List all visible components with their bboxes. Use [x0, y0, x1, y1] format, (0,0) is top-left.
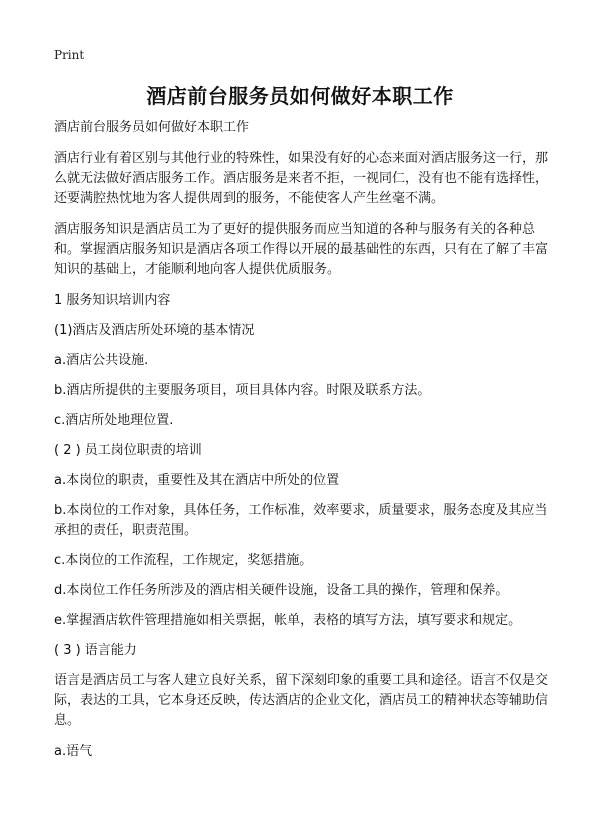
list-item: b.本岗位的工作对象，具体任务，工作标准，效率要求，质量要求，服务态度及其应当承担的责任，职责范围。	[54, 503, 548, 538]
section-heading: 1 服务知识培训内容	[54, 293, 171, 308]
list-item: d.本岗位工作任务所涉及的酒店相关硬件设施，设备工具的操作，管理和保养。	[54, 583, 509, 598]
document-title: 酒店前台服务员如何做好本职工作	[146, 84, 454, 108]
document-body	[54, 118, 550, 762]
document-subtitle: 酒店前台服务员如何做好本职工作	[54, 120, 250, 135]
list-item: a.语气	[54, 744, 93, 759]
list-item: a.酒店公共设施.	[54, 353, 149, 368]
list-item: c.本岗位的工作流程，工作规定，奖惩措施。	[54, 553, 313, 568]
subsection-heading: ( 3 ) 语言能力	[54, 643, 137, 658]
subsection-heading: ( 2 ) 员工岗位职责的培训	[54, 443, 202, 458]
language-paragraph: 语言是酒店员工与客人建立良好关系，留下深刻印象的重要工具和途径。语言不仅是交际，表达的工具，它本身还反映，传达酒店的企业文化，酒店员工的精神状态等辅助信息。	[54, 673, 549, 728]
subsection-heading: (1)酒店及酒店所处环境的基本情况	[54, 323, 255, 338]
print-link[interactable]: Print	[54, 48, 85, 62]
list-item: a.本岗位的职责，重要性及其在酒店中所处的位置	[54, 473, 340, 488]
list-item: b.酒店所提供的主要服务项目，项目具体内容。时限及联系方法。	[54, 383, 431, 398]
intro-paragraph: 酒店行业有着区别与其他行业的特殊性，如果没有好的心态来面对酒店服务这一行，那么就无法做好酒店服务工作。酒店服务是来者不拒，一视同仁，没有也不能有选择性，还要满腔热忱地为客人提供周到的服务，不能使客人产生丝毫不满。	[54, 151, 549, 206]
list-item: e.掌握酒店软件管理措施如相关票据，帐单，表格的填写方法，填写要求和规定。	[54, 613, 522, 628]
knowledge-paragraph: 酒店服务知识是酒店员工为了更好的提供服务而应当知道的各种与服务有关的各种总和。掌握酒店服务知识是酒店各项工作得以开展的最基础性的东西，只有在了解了丰富知识的基础上，才能顺利地向客人提供优质服务。	[54, 222, 549, 277]
list-item: c.酒店所处地理位置.	[54, 413, 174, 428]
